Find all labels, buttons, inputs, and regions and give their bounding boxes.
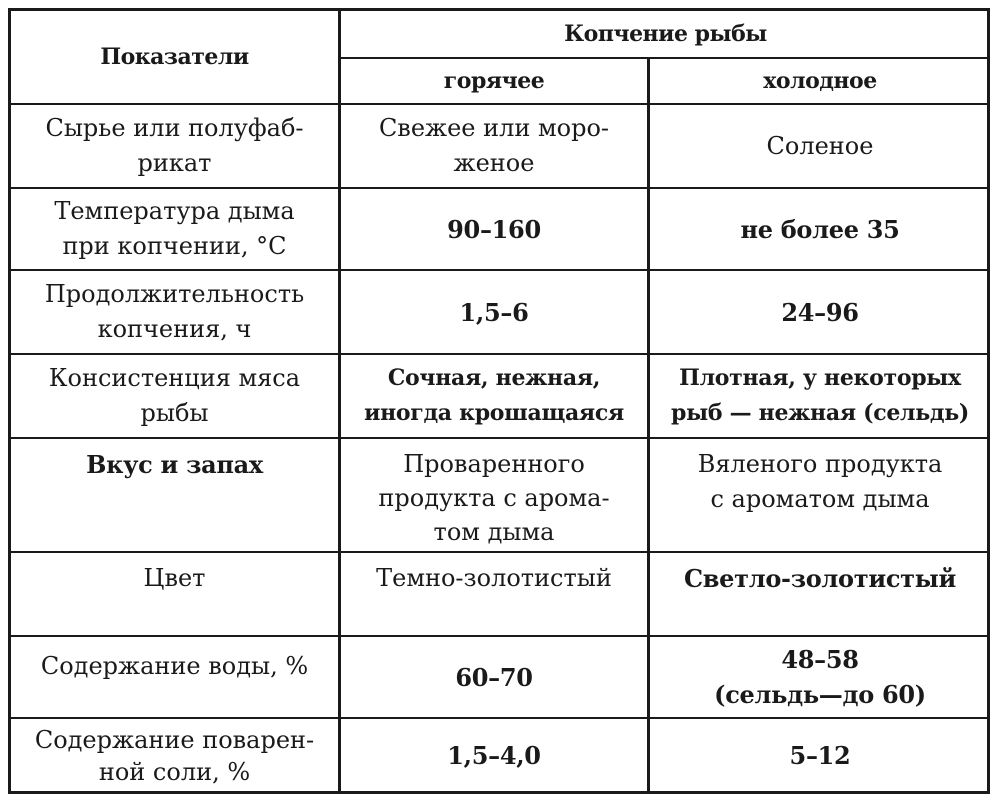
row-0-cold-line: Соленое [766, 131, 874, 160]
row-0-cold [650, 105, 990, 187]
row-7-label-line: ной соли, % [98, 757, 251, 786]
row-0-hot-line: Свежее или моро- [378, 114, 610, 142]
row-5-label [11, 553, 338, 635]
row-4-cold-line: с ароматом дыма [710, 485, 930, 513]
row-3-cold-line: рыб — нежная (сельдь) [671, 400, 969, 426]
row-1-label-line: при копчении, °С [62, 232, 287, 260]
row-4-hot-line: продукта с арома- [378, 484, 610, 512]
row-7-hot [341, 719, 647, 792]
row-7-hot-line: 1,5–4,0 [447, 741, 541, 770]
header-hot [341, 59, 647, 103]
row-4-hot-line: том дыма [433, 518, 555, 546]
row-1-hot-line: 90–160 [447, 214, 541, 244]
header-cold-text: холодное [763, 67, 877, 94]
row-3-hot-line: Сочная, нежная, [387, 365, 601, 391]
row-2-cold-line: 24–96 [781, 297, 859, 327]
row-3-cold [650, 355, 990, 437]
row-6-label-line: Содержание воды, % [40, 652, 309, 680]
row-6-cold-line: 48–58 [781, 645, 859, 674]
row-5-cold [650, 553, 990, 635]
row-2-label-line: Продолжительность [44, 280, 305, 308]
header-hot-text: горячее [443, 67, 545, 94]
row-0-hot-line: женое [453, 149, 535, 177]
row-3-hot-line: иногда крошащаяся [364, 400, 624, 426]
row-1-label-line: Температура дыма [54, 197, 295, 225]
header-group [341, 11, 990, 57]
row-2-cold [650, 271, 990, 353]
row-1-cold [650, 189, 990, 269]
row-6-label [11, 637, 338, 717]
row-4-hot-line: Проваренного [403, 450, 585, 478]
header-indicators [11, 11, 338, 103]
row-4-hot [341, 439, 647, 551]
smoking-comparison-table [8, 8, 990, 794]
row-7-cold-line: 5–12 [789, 741, 851, 770]
row-7-cold [650, 719, 990, 792]
row-2-label-line: копчения, ч [97, 315, 252, 343]
row-4-label-line: Вкус и запах [86, 450, 263, 479]
row-7-label-line: Содержание поварен- [34, 725, 315, 754]
row-2-hot [341, 271, 647, 353]
row-2-label [11, 271, 338, 353]
header-group-text: Копчение рыбы [564, 20, 767, 47]
row-3-cold-line: Плотная, у некоторых [679, 365, 961, 391]
row-5-label-line: Цвет [143, 564, 206, 592]
row-6-cold [650, 637, 990, 717]
row-0-label [11, 105, 338, 187]
row-1-label [11, 189, 338, 269]
row-0-label-line: рикат [137, 149, 212, 177]
row-4-label [11, 439, 338, 551]
row-1-hot [341, 189, 647, 269]
row-0-hot [341, 105, 647, 187]
row-5-hot-line: Темно-золотистый [376, 564, 612, 592]
row-6-hot-line: 60–70 [455, 662, 533, 692]
row-3-label [11, 355, 338, 437]
row-0-label-line: Сырье или полуфаб- [45, 114, 304, 142]
row-6-hot [341, 637, 647, 717]
row-5-cold-line: Светло-золотистый [684, 564, 956, 593]
row-3-hot [341, 355, 647, 437]
header-cold [650, 59, 990, 103]
row-2-hot-line: 1,5–6 [459, 297, 529, 327]
row-1-cold-line: не более 35 [740, 214, 900, 244]
row-7-label [11, 719, 338, 792]
row-5-hot [341, 553, 647, 635]
row-6-cold-line: (сельдь—до 60) [714, 680, 926, 709]
row-4-cold [650, 439, 990, 551]
row-3-label-line: Консистенция мяса [48, 364, 301, 392]
header-indicators-text: Показатели [100, 43, 249, 70]
row-4-cold-line: Вяленого продукта [697, 450, 943, 478]
row-3-label-line: рыбы [140, 399, 209, 427]
